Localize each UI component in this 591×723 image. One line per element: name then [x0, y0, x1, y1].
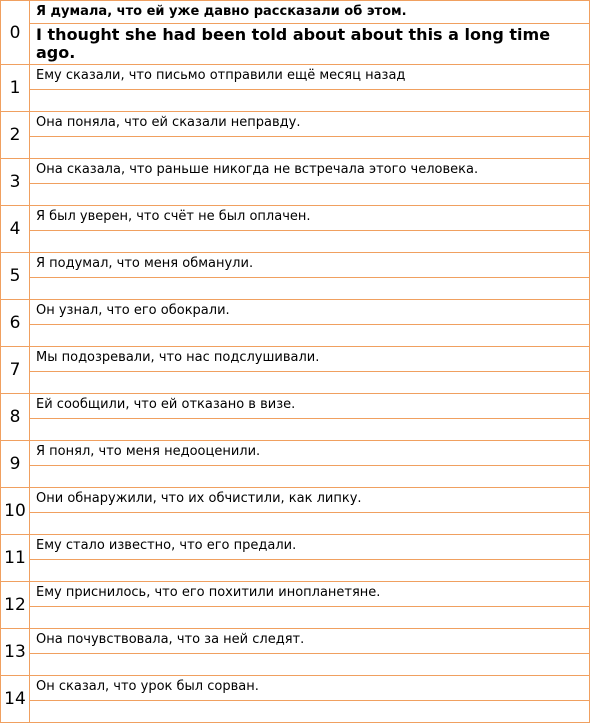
sentence-text: Ему приснилось, что его похитили инопланетяне. [30, 582, 590, 607]
sentence-text: Я подумал, что меня обманули. [30, 253, 590, 278]
sentence-text: Я думала, что ей уже давно рассказали об этом. [30, 1, 590, 24]
sentence-text: Мы подозревали, что нас подслушивали. [30, 347, 590, 372]
answer-field[interactable] [30, 278, 590, 300]
row-number: 8 [1, 394, 30, 441]
row-number: 7 [1, 347, 30, 394]
row-number: 4 [1, 206, 30, 253]
sentence-text: Я был уверен, что счёт не был оплачен. [30, 206, 590, 231]
answer-field[interactable] [30, 654, 590, 676]
answer-field[interactable] [30, 466, 590, 488]
row-number: 6 [1, 300, 30, 347]
row-number: 13 [1, 629, 30, 676]
answer-field[interactable] [30, 607, 590, 629]
sentence-text: Ему стало известно, что его предали. [30, 535, 590, 560]
answer-field[interactable] [30, 560, 590, 582]
sentence-text: Она почувствовала, что за ней следят. [30, 629, 590, 654]
row-number: 10 [1, 488, 30, 535]
answer-field[interactable] [30, 325, 590, 347]
answer-field[interactable] [30, 90, 590, 112]
answer-field[interactable] [30, 513, 590, 535]
row-number: 3 [1, 159, 30, 206]
row-number: 9 [1, 441, 30, 488]
sentence-text: Ей сообщили, что ей отказано в визе. [30, 394, 590, 419]
row-number: 1 [1, 65, 30, 112]
answer-field[interactable] [30, 372, 590, 394]
answer-field[interactable] [30, 701, 590, 723]
row-number: 14 [1, 676, 30, 723]
sentence-text: Я понял, что меня недооценили. [30, 441, 590, 466]
answer-field[interactable] [30, 419, 590, 441]
answer-field: I thought she had been told about about this a long time ago. [30, 24, 590, 65]
row-number: 12 [1, 582, 30, 629]
sentence-text: Она сказала, что раньше никогда не встречала этого человека. [30, 159, 590, 184]
row-number: 11 [1, 535, 30, 582]
answer-field[interactable] [30, 184, 590, 206]
row-number: 2 [1, 112, 30, 159]
sentence-text: Ему сказали, что письмо отправили ещё месяц назад [30, 65, 590, 90]
sentence-text: Он узнал, что его обокрали. [30, 300, 590, 325]
answer-field[interactable] [30, 231, 590, 253]
sentence-text: Они обнаружили, что их обчистили, как липку. [30, 488, 590, 513]
sentence-text: Она поняла, что ей сказали неправду. [30, 112, 590, 137]
answer-field[interactable] [30, 137, 590, 159]
sentence-text: Он сказал, что урок был сорван. [30, 676, 590, 701]
row-number: 5 [1, 253, 30, 300]
row-number: 0 [1, 1, 30, 65]
